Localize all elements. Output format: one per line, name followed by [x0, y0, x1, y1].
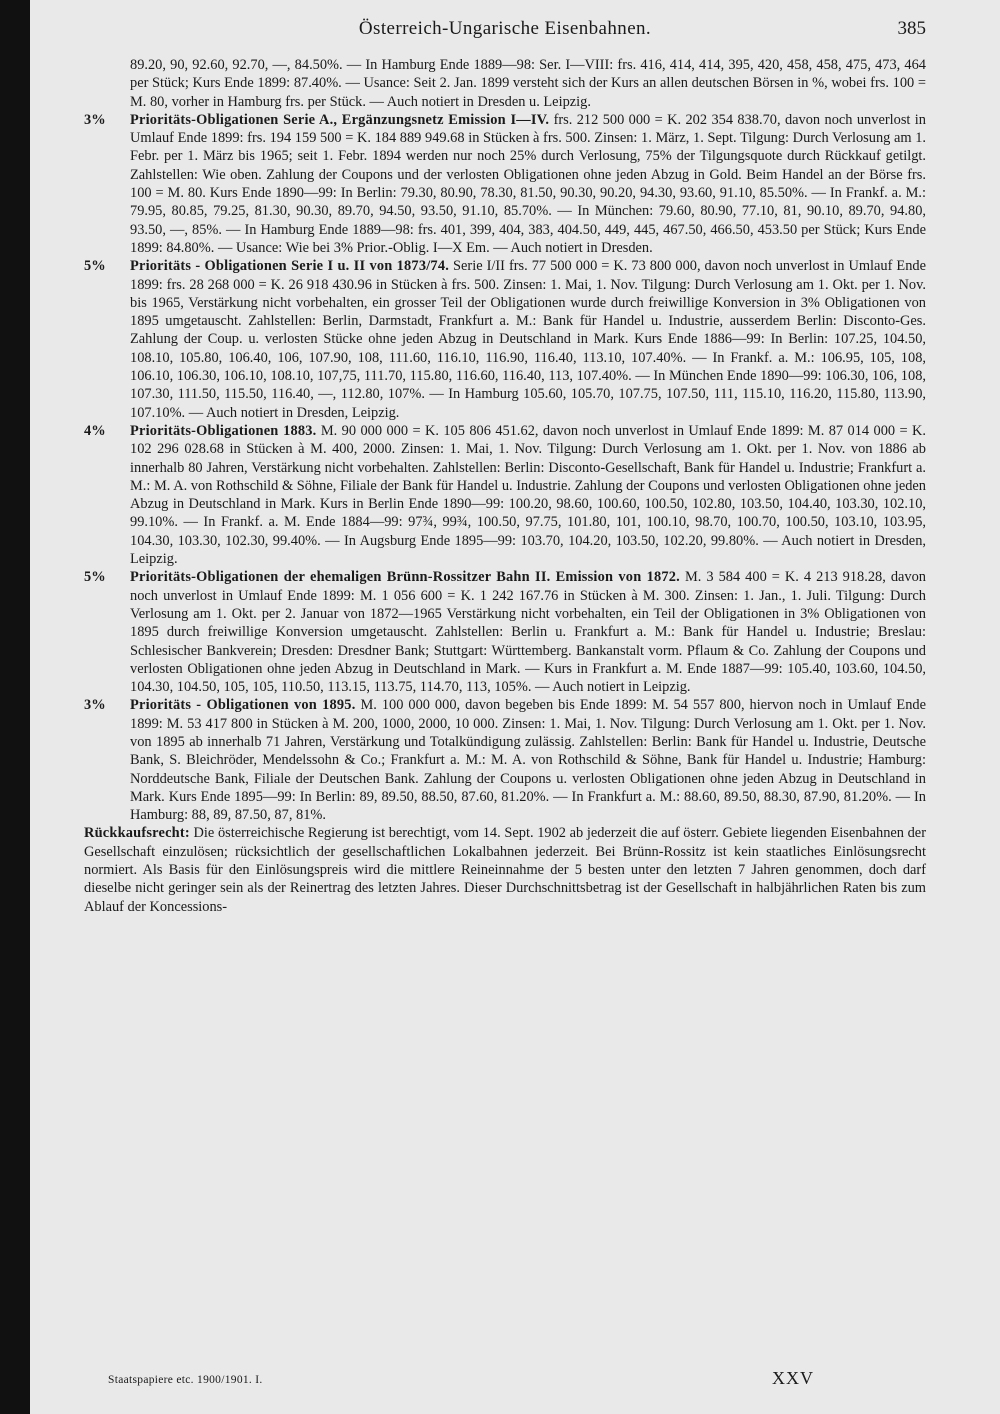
footer-publication: Staatspapiere etc. 1900/1901. I.: [108, 1374, 263, 1386]
entry-serie-1-2: [84, 257, 926, 422]
entry-text: M. 100 000 000, davon begeben bis Ende 1899: M. 54 557 800, hiervon noch in Umlauf Ende 1899: M. 53 417 800 in Stücken à M. 200, 1000, 2000, 10 000. Zinsen: 1. Mai, 1. Nov. Tilgung: Durch Verlosung am 1. Okt. per 1. Nov. von 1895 ab innerhalb 71 Jahren, Verstärkung und Totalkündigung zulässig. Zahlstellen: Berlin: Bank für Handel u. Industrie, Deutsche Bank, S. Bleichröder, Mendelssohn & Co.; Frankfurt a. M.: M. A. von Rothschild & Söhne, Bank für Handel u. Industrie; Hamburg: Norddeutsche Bank, Filiale der Deutschen Bank. Zahlung der Coupons u. verlosten Obligationen ohne jeden Abzug in Deutschland in Mark. Kurs Ende 1895—99: In Berlin: 89, 89.50, 88.50, 87.60, 81.20%. — In Frankfurt a. M.: 88.60, 89.50, 88.30, 87.90, 81.20%. — In Hamburg: 88, 89, 87.50, 87, 81%.: [130, 697, 926, 824]
entry-text: Serie I/II frs. 77 500 000 = K. 73 800 000, davon noch unverlost in Umlauf Ende 1899: frs. 28 268 000 = K. 26 918 430.96 in Stücken à frs. 500. Zinsen: 1. Mai, 1. Nov. Tilgung: Durch Verlosung am 1. Okt. per 1. Nov. bis 1965, Verstärkung nicht vorbehalten, ein grosser Teil der Obligationen wurde durch freiwillige Konversion in 3% Obligationen von 1895 umgetauscht. Zahlstellen: Berlin, Darmstadt, Frankfurt a. M.: Bank für Handel u. Industrie, ausserdem Berlin: Disconto-Ges. Zahlung der Coup. u. verlosten Stücke ohne jeden Abzug in Deutschland in Mark. Kurs Ende 1886—99: In Berlin: 107.25, 104.50, 108.10, 105.80, 106.40, 106, 107.90, 108, 111.60, 116.10, 116.90, 116.40, 113.10, 107.40%. — In Frankf. a. M.: 106.95, 105, 108, 106.10, 106.30, 106.10, 108.10, 107,75, 111.70, 115.80, 116.60, 116.40, 113, 107.40%. — In München Ende 1890—99: 106.30, 106, 108, 107.30, 111.50, 115.50, 116.40, —, 112.80, 107%. — In Hamburg 105.60, 105.70, 107.75, 107.50, 111, 115.10, 116.20, 115.80, 113.90, 107.10%. — Auch notiert in Dresden, Leipzig.: [130, 258, 926, 421]
entry-heading: Prioritäts - Obligationen Serie I u. II von 1873/74.: [130, 258, 450, 275]
entry-rueckkaufsrecht: [84, 824, 926, 915]
entry-text: M. 3 584 400 = K. 4 213 918.28, davon noch unverlost in Umlauf Ende 1899: M. 1 056 600 = K. 1 242 167.76 in Stücken à M. 300. Zinsen: 1. Jan., 1. Juli. Tilgung: Durch Verlosung am 1. Okt. per 2. Januar von 1872—1965 Verstärkung nicht vorbehalten, ein Teil der Obligationen in 3% Obligationen von 1895 durch freiwillige Konversion umgetauscht. Zahlstellen: Berlin u. Frankfurt a. M.: Bank für Handel u. Industrie; Breslau: Schlesischer Bankverein; Dresden: Dresdner Bank; Stuttgart: Württemberg. Bankanstalt vorm. Pflaum & Co. Zahlung der Coupons und verlosten Obligationen ohne jeden Abzug in Deutschland in Mark. — Kurs in Frankfurt a. M. Ende 1887—99: 105.40, 103.60, 104.50, 104.30, 104.50, 105, 105, 110.50, 113.15, 113.75, 114.70, 113, 105%. — Auch notiert in Leipzig.: [130, 569, 926, 696]
page-title: Österreich-Ungarische Eisenbahnen.: [358, 18, 652, 39]
entry-1895: [84, 696, 926, 824]
interest-rate: 3%: [84, 111, 106, 128]
entry-heading: Prioritäts-Obligationen 1883.: [130, 422, 317, 439]
entry-text: Die österreichische Regierung ist berechtigt, vom 14. Sept. 1902 ab jederzeit die auf österr. Gebiete liegenden Eisenbahnen der Gesellschaft einzulösen; rücksichtlich der gesellschaftlichen Lokalbahnen jederzeit. Bei Brünn-Rossitz ist kein staatliches Einlösungsrecht normiert. Als Basis für den Einlösungspreis wird die mittlere Reineinnahme der 5 besten unter den letzten 7 Jahren genommen, doch darf dieselbe nicht geringer sein als der Reinertrag des letzten Jahres. Dieser Durchschnittsbetrag ist der Gesellschaft in halbjährlichen Raten bis zum Ablauf der Koncessions-: [84, 825, 926, 915]
entry-continuation: [84, 56, 926, 111]
interest-rate: 3%: [84, 697, 106, 714]
page-footer: [84, 1368, 926, 1390]
interest-rate: 5%: [84, 569, 106, 586]
entry-text: 89.20, 90, 92.60, 92.70, —, 84.50%. — In Hamburg Ende 1889—98: Ser. I—VIII: frs. 416, 414, 414, 395, 420, 458, 458, 475, 473, 464 per Stück; Kurs Ende 1899: 87.40%. — Usance: Seit 2. Jan. 1899 versteht sich der Kurs an allen deutschen Börsen in %, wobei frs. 100 = M. 80, vorher in Hamburg frs. per Stück. — Auch notiert in Dresden u. Leipzig.: [130, 57, 926, 110]
entry-heading: Prioritäts - Obligationen von 1895.: [130, 697, 356, 714]
entry-1883: [84, 422, 926, 568]
entry-serie-a: [84, 111, 926, 257]
document-page: [84, 18, 926, 1398]
entry-bruenn-rossitz: [84, 568, 926, 696]
book-binding-edge: [0, 0, 30, 1414]
entry-heading: Prioritäts-Obligationen der ehemaligen Brünn-Rossitzer Bahn II. Emission von 1872.: [130, 569, 680, 586]
interest-rate: 5%: [84, 258, 106, 275]
interest-rate: 4%: [84, 422, 106, 439]
entry-text: M. 90 000 000 = K. 105 806 451.62, davon noch unverlost in Umlauf Ende 1899: M. 87 014 000 = K. 102 296 028.68 in Stücken à M. 400, 2000. Zinsen: 1. Mai, 1. Nov. Tilgung: Durch Verlosung am 1. Okt. per 1. Nov. von 1886 ab innerhalb 80 Jahren, Verstärkung nicht vorbehalten. Zahlstellen: Berlin: Disconto-Gesellschaft, Bank für Handel u. Industrie; Frankfurt a. M.: M. A. von Rothschild & Söhne, Filiale der Bank für Handel u. Industrie. Zahlung der Coupons und verlosten Obligationen ohne jeden Abzug in Deutschland in Mark. Kurs in Berlin Ende 1890—99: 100.20, 98.60, 100.60, 100.50, 102.80, 103.50, 104.40, 103.30, 102.10, 99.10%. — In Frankf. a. M. Ende 1884—99: 97¾, 99¾, 100.50, 97.75, 101.80, 101, 100.10, 98.70, 100.70, 100.50, 103.10, 103.95, 104.30, 103.30, 102.30, 99.40%. — In Augsburg Ende 1895—99: 103.70, 104.20, 103.50, 102.20, 99.80%. — Auch notiert in Dresden, Leipzig.: [130, 422, 926, 568]
page-number: 385: [897, 18, 926, 39]
signature-mark: XXV: [772, 1368, 814, 1388]
entry-text: frs. 212 500 000 = K. 202 354 838.70, davon noch unverlost in Umlauf Ende 1899: frs. 194 159 500 = K. 184 889 949.68 in Stücken à frs. 500. Zinsen: 1. März, 1. Sept. Tilgung: Durch Verlosung am 1. Febr. per 1. März bis 1965; seit 1. Febr. 1894 werden nur noch 25% durch Verlosung, 75% der Tilgungsquote durch Rückkauf getilgt. Zahlstellen: Wie oben. Zahlung der Coupons und der verlosten Obligationen ohne jeden Abzug in Gold. Beim Handel an der Börse frs. 100 = M. 80. Kurs Ende 1890—99: In Berlin: 79.30, 80.90, 78.30, 81.50, 90.30, 90.20, 94.30, 93.60, 91.10, 85.50%. — In Frankf. a. M.: 79.95, 80.85, 79.25, 81.30, 90.30, 89.70, 94.50, 93.50, 91.10, 85.70%. — In München: 79.60, 80.90, 77.10, 81, 90.10, 89.70, 94.80, 93.50, —, 85%. — In Hamburg Ende 1889—98: frs. 401, 399, 404, 383, 404.50, 449, 445, 467.50, 466.50, 453.50 per Stück; Kurs Ende 1899: 84.80%. — Usance: Wie bei 3% Prior.-Oblig. I—X Em. — Auch notiert in Dresden.: [130, 111, 926, 256]
entry-heading: Rückkaufsrecht:: [84, 825, 190, 842]
running-header: [84, 18, 926, 56]
entry-heading: Prioritäts-Obligationen Serie A., Ergänzungsnetz Emission I—IV.: [130, 111, 550, 128]
